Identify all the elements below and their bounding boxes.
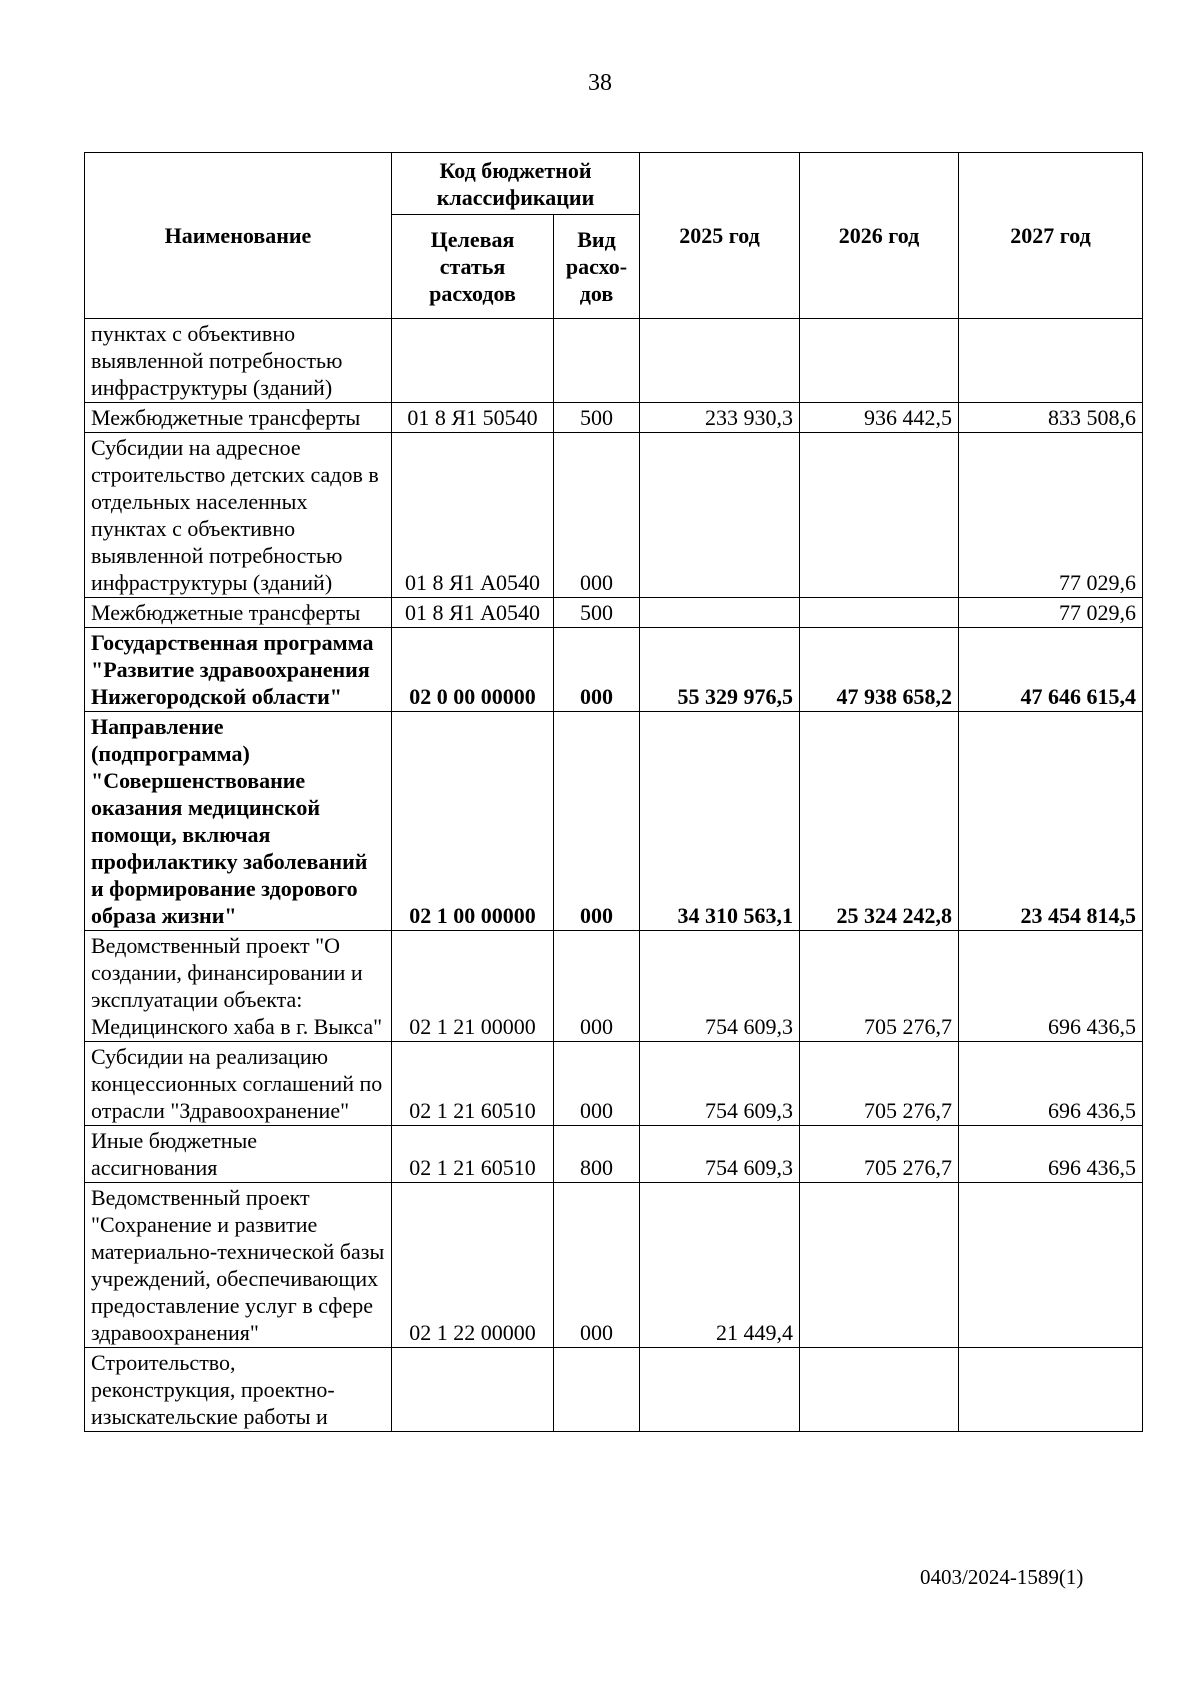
row-2027-cell: 833 508,6 — [959, 403, 1143, 433]
table-body — [85, 319, 1143, 1432]
table-row — [85, 1183, 1143, 1348]
row-code-cell: 02 1 21 00000 — [392, 931, 554, 1042]
row-code-cell — [392, 1348, 554, 1432]
row-expense-type-cell: 000 — [554, 1183, 640, 1348]
row-2026-cell — [800, 1183, 959, 1348]
row-name-cell: Ведомственный проект "Сохранение и развитие материально-технической базы учреждений, обеспечивающих предоставление услуг в сфере здравоохранения" — [85, 1183, 392, 1348]
header-year-2025: 2025 год — [640, 153, 800, 319]
row-expense-type-cell: 000 — [554, 931, 640, 1042]
budget-table — [84, 152, 1143, 1432]
row-2025-cell — [640, 319, 800, 403]
row-2026-cell: 705 276,7 — [800, 1042, 959, 1126]
row-2025-cell: 34 310 563,1 — [640, 712, 800, 931]
row-2027-cell: 696 436,5 — [959, 1126, 1143, 1183]
row-expense-type-cell: 000 — [554, 433, 640, 598]
row-2026-cell — [800, 319, 959, 403]
row-2025-cell: 233 930,3 — [640, 403, 800, 433]
row-expense-type-cell — [554, 1348, 640, 1432]
row-2027-cell: 77 029,6 — [959, 598, 1143, 628]
row-name-cell: Межбюджетные трансферты — [85, 598, 392, 628]
row-2026-cell: 936 442,5 — [800, 403, 959, 433]
row-name-cell: Строительство, реконструкция, проектно-изыскательские работы и — [85, 1348, 392, 1432]
header-expense-type: Вид расхо-дов — [554, 215, 640, 319]
row-2027-cell: 47 646 615,4 — [959, 628, 1143, 712]
row-2025-cell: 754 609,3 — [640, 1126, 800, 1183]
row-2025-cell: 21 449,4 — [640, 1183, 800, 1348]
row-2027-cell: 696 436,5 — [959, 1042, 1143, 1126]
row-name-cell: Иные бюджетные ассигнования — [85, 1126, 392, 1183]
row-2026-cell: 705 276,7 — [800, 931, 959, 1042]
table-row — [85, 598, 1143, 628]
row-2026-cell — [800, 598, 959, 628]
row-expense-type-cell: 500 — [554, 403, 640, 433]
row-name-cell: Ведомственный проект "О создании, финансировании и эксплуатации объекта: Медицинского хаба в г. Выкса" — [85, 931, 392, 1042]
row-code-cell: 02 1 00 00000 — [392, 712, 554, 931]
row-name-cell: Направление (подпрограмма) "Совершенствование оказания медицинской помощи, включая профилактику заболеваний и формирование здорового образа жизни" — [85, 712, 392, 931]
row-code-cell: 01 8 Я1 50540 — [392, 403, 554, 433]
row-2027-cell — [959, 319, 1143, 403]
row-name-cell: Межбюджетные трансферты — [85, 403, 392, 433]
row-code-cell: 01 8 Я1 А0540 — [392, 433, 554, 598]
row-expense-type-cell — [554, 319, 640, 403]
row-2027-cell: 77 029,6 — [959, 433, 1143, 598]
table-row — [85, 1042, 1143, 1126]
table-row — [85, 712, 1143, 931]
document-code: 0403/2024-1589(1) — [920, 1565, 1084, 1589]
header-year-2027: 2027 год — [959, 153, 1143, 319]
row-2026-cell: 47 938 658,2 — [800, 628, 959, 712]
table-header — [85, 153, 1143, 319]
table-row — [85, 1348, 1143, 1432]
row-name-cell: Государственная программа "Развитие здравоохранения Нижегородской области" — [85, 628, 392, 712]
row-2027-cell: 696 436,5 — [959, 931, 1143, 1042]
row-2025-cell: 754 609,3 — [640, 931, 800, 1042]
table-row — [85, 628, 1143, 712]
page-number: 38 — [588, 70, 612, 96]
row-2027-cell: 23 454 814,5 — [959, 712, 1143, 931]
row-code-cell: 02 1 22 00000 — [392, 1183, 554, 1348]
row-2025-cell: 754 609,3 — [640, 1042, 800, 1126]
header-target-article: Целевая статья расходов — [392, 215, 554, 319]
header-code-group: Код бюджетной классификации — [392, 153, 640, 215]
row-expense-type-cell: 800 — [554, 1126, 640, 1183]
header-year-2026: 2026 год — [800, 153, 959, 319]
row-2026-cell: 25 324 242,8 — [800, 712, 959, 931]
table-row — [85, 403, 1143, 433]
row-2025-cell: 55 329 976,5 — [640, 628, 800, 712]
row-expense-type-cell: 000 — [554, 1042, 640, 1126]
table-row — [85, 1126, 1143, 1183]
row-code-cell: 02 0 00 00000 — [392, 628, 554, 712]
row-2026-cell — [800, 1348, 959, 1432]
row-2027-cell — [959, 1183, 1143, 1348]
row-name-cell: Субсидии на реализацию концессионных соглашений по отрасли "Здравоохранение" — [85, 1042, 392, 1126]
row-code-cell: 02 1 21 60510 — [392, 1042, 554, 1126]
row-2026-cell — [800, 433, 959, 598]
row-name-cell: Субсидии на адресное строительство детских садов в отдельных населенных пунктах с объективно выявленной потребностью инфраструктуры (зданий) — [85, 433, 392, 598]
row-expense-type-cell: 000 — [554, 712, 640, 931]
row-name-cell: пунктах с объективно выявленной потребностью инфраструктуры (зданий) — [85, 319, 392, 403]
table-row — [85, 931, 1143, 1042]
header-name: Наименование — [85, 153, 392, 319]
table-row — [85, 319, 1143, 403]
row-code-cell: 01 8 Я1 А0540 — [392, 598, 554, 628]
row-expense-type-cell: 000 — [554, 628, 640, 712]
row-2025-cell — [640, 598, 800, 628]
row-2025-cell — [640, 1348, 800, 1432]
row-2026-cell: 705 276,7 — [800, 1126, 959, 1183]
row-2027-cell — [959, 1348, 1143, 1432]
table-row — [85, 433, 1143, 598]
row-code-cell — [392, 319, 554, 403]
row-expense-type-cell: 500 — [554, 598, 640, 628]
row-2025-cell — [640, 433, 800, 598]
row-code-cell: 02 1 21 60510 — [392, 1126, 554, 1183]
